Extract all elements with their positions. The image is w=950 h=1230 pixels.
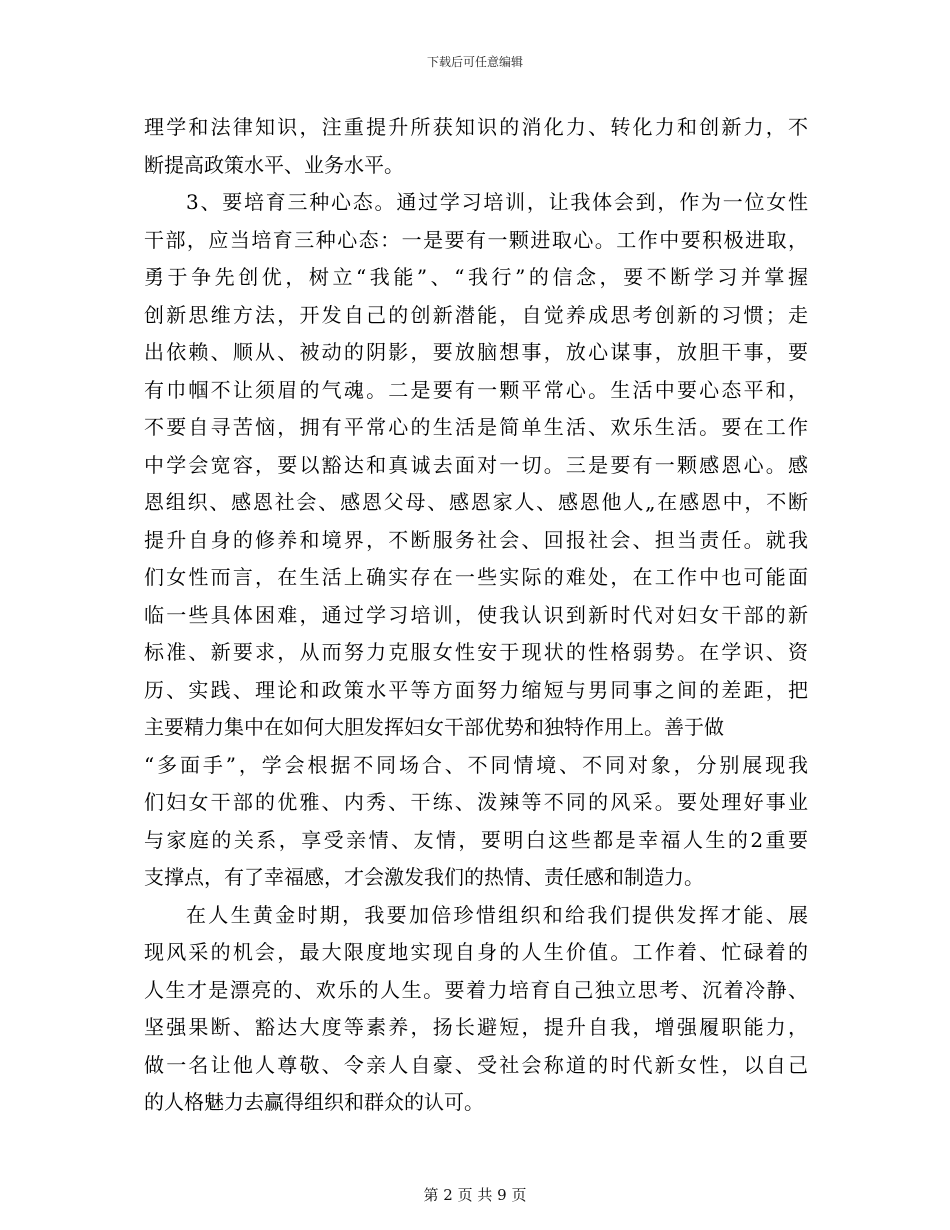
text-line: 的人格魅力去赢得组织和群众的认可。 xyxy=(144,1090,484,1114)
page-number: 第 2 页 共 9 页 xyxy=(423,1186,527,1204)
text-line: 标准、新要求，从而努力克服女性安于现状的性格弱势。在学识、资 xyxy=(144,640,808,664)
text-line: 创新思维方法，开发自己的创新潜能，自觉养成思考创新的习惯；走 xyxy=(144,302,808,327)
text-line: 主要精力集中在如何大胆发挥妇女干部优势和独特作用上。善于做 xyxy=(144,715,724,739)
text-line: 有巾帼不让须眉的气魂。二是要有一颗平常心。生活中要心态平和， xyxy=(144,377,808,402)
text-line: 们女性而言，在生活上确实存在一些实际的难处，在工作中也可能面 xyxy=(144,565,808,589)
text-line: 恩组织、感恩社会、感恩父母、感恩家人、感恩他人„在感恩中，不断 xyxy=(144,490,808,514)
text-line: 支撑点，有了幸福感，才会激发我们的热情、责任感和制造力。 xyxy=(144,865,704,889)
text-line: 坚强果断、豁达大度等素养，扬长避短，提升自我，增强履职能力， xyxy=(144,1015,808,1039)
text-line: 勇于争先创优，树立“我能”、“我行”的信念，要不断学习并掌握 xyxy=(144,265,808,289)
text-line: 历、实践、理论和政策水平等方面努力缩短与男同事之间的差距，把 xyxy=(144,677,808,702)
text-line: 人生才是漂亮的、欢乐的人生。要着力培育自己独立思考、沉着冷静、 xyxy=(144,977,808,1002)
text-line: 做一名让他人尊敬、令亲人自豪、受社会称道的时代新女性，以自己 xyxy=(144,1052,808,1077)
text-line: 与家庭的关系，享受亲情、友情，要明白这些都是幸福人生的2重要 xyxy=(144,827,808,852)
text-line: 出依赖、顺从、被动的阴影，要放脑想事，放心谋事，放胆干事，要 xyxy=(144,340,808,364)
text-line: 现风采的机会，最大限度地实现自身的人生价值。工作着、忙碌着的 xyxy=(144,940,808,964)
text-line: 3、要培育三种心态。通过学习培训，让我体会到，作为一位女性 xyxy=(186,190,808,214)
text-line: 提升自身的修养和境界，不断服务社会、回报社会、担当责任。就我 xyxy=(144,527,808,552)
text-line: 断提高政策水平、业务水平。 xyxy=(144,152,404,177)
page-header: 下载后可任意编辑 xyxy=(426,55,523,69)
text-line: 临一些具体困难，通过学习培训，使我认识到新时代对妇女干部的新 xyxy=(144,602,808,627)
text-line: 中学会宽容，要以豁达和真诚去面对一切。三是要有一颗感恩心。感 xyxy=(144,452,808,477)
text-line: 不要自寻苦恼，拥有平常心的生活是简单生活、欢乐生活。要在工作 xyxy=(144,415,808,439)
text-line: 在人生黄金时期，我要加倍珍惜组织和给我们提供发挥才能、展 xyxy=(186,902,808,927)
text-line: 理学和法律知识，注重提升所获知识的消化力、转化力和创新力，不 xyxy=(144,115,808,139)
document-body xyxy=(144,109,808,1122)
text-line: 们妇女干部的优雅、内秀、干练、泼辣等不同的风采。要处理好事业 xyxy=(144,790,808,814)
text-line: 干部，应当培育三种心态：一是要有一颗进取心。工作中要积极进取， xyxy=(144,227,808,252)
text-line: “多面手”，学会根据不同场合、不同情境、不同对象，分别展现我 xyxy=(144,752,808,777)
